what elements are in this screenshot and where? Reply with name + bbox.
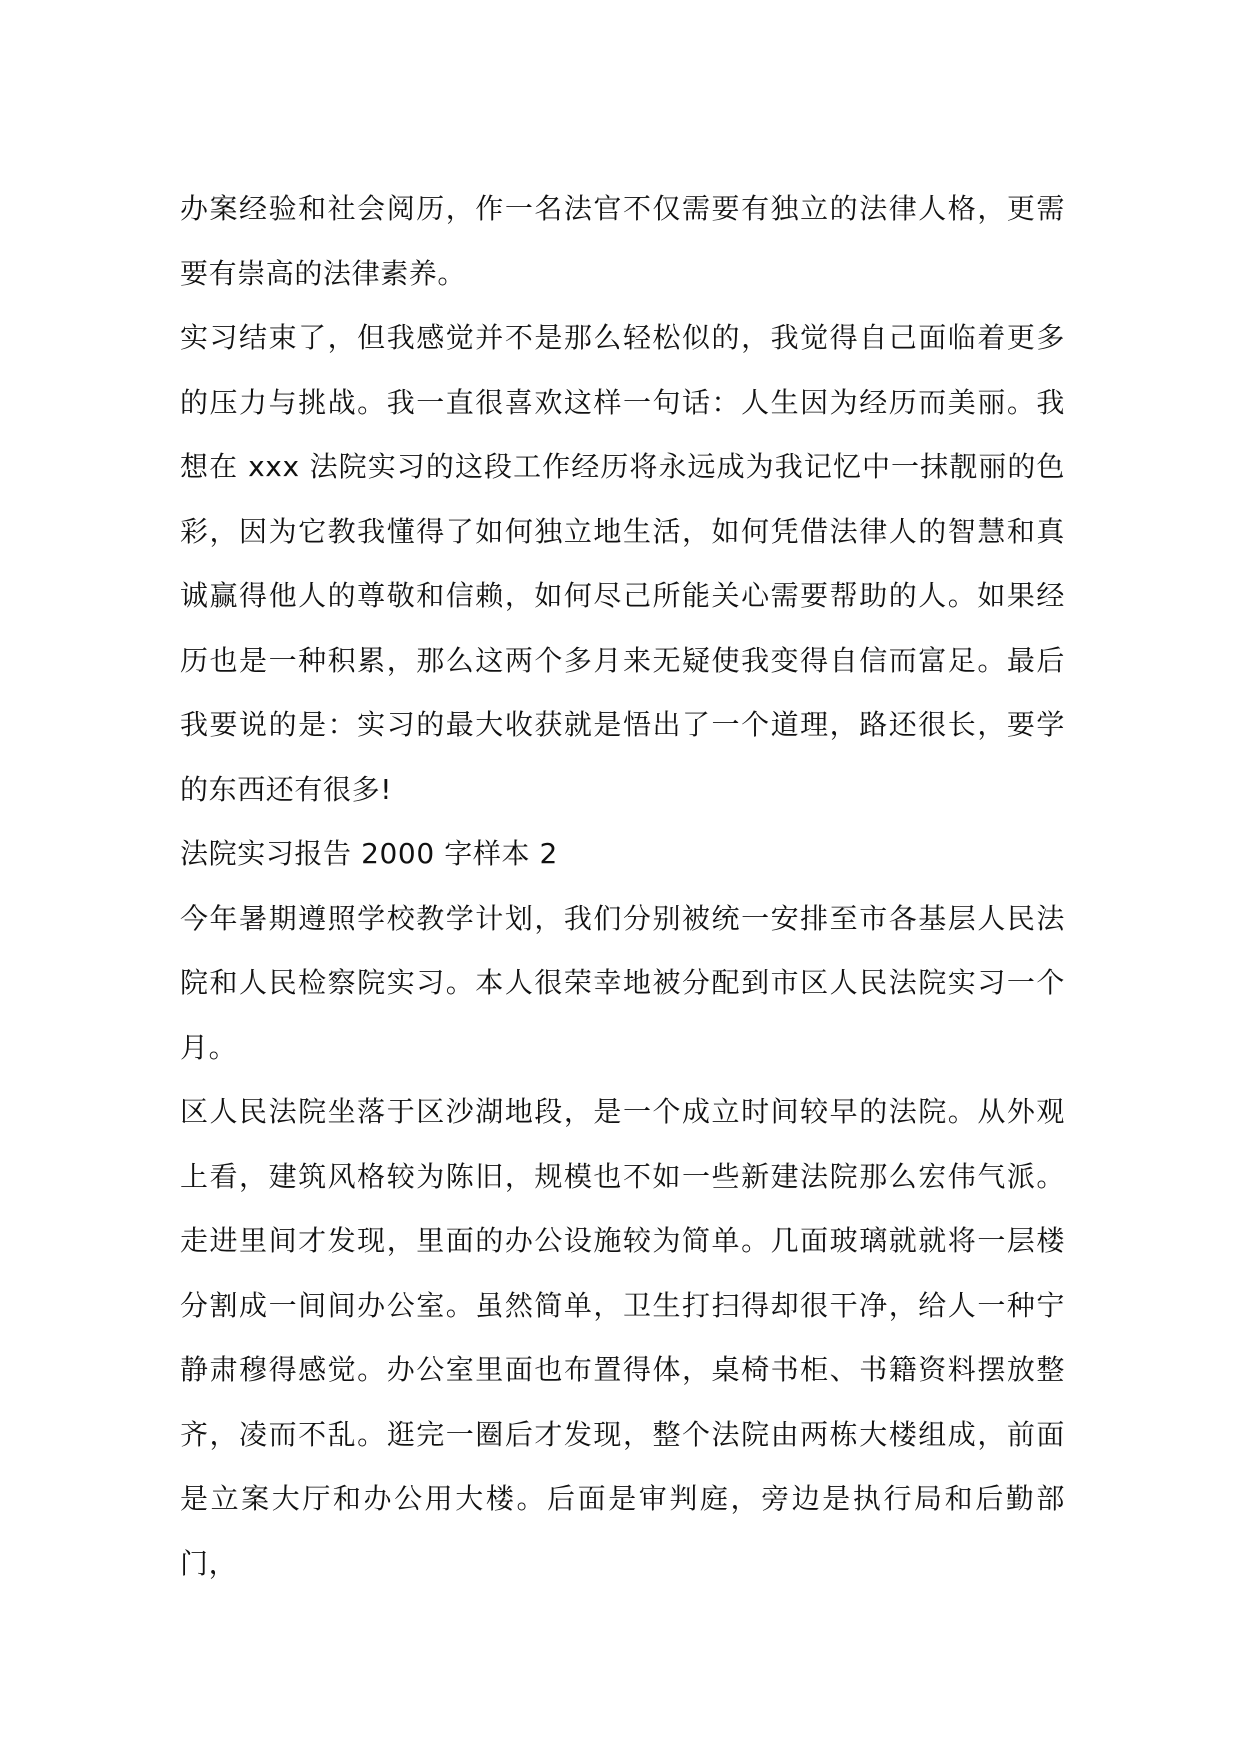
paragraph-internship-reflection: 实习结束了，但我感觉并不是那么轻松似的，我觉得自己面临着更多的压力与挑战。我一直很喜欢这样一句话：人生因为经历而美丽。我想在 xxx 法院实习的这段工作经历将永远成为我记忆中一抹靓丽的色彩，因为它教我懂得了如何独立地生活，如何凭借法律人的智慧和真诚赢得他人的尊敬和信赖，如何尽己所能关心需要帮助的人。如果经历也是一种积累，那么这两个多月来无疑使我变得自信而富足。最后我要说的是：实习的最大收获就是悟出了一个道理，路还很长，要学的东西还有很多! [180,321,1065,806]
paragraph-internship-arrangement: 今年暑期遵照学校教学计划，我们分别被统一安排至市各基层人民法院和人民检察院实习。本人很荣幸地被分配到市区人民法院实习一个月。 [180,901,1065,1064]
document-body [180,177,1065,1596]
section-heading: 法院实习报告 2000 字样本 2 [180,837,558,870]
paragraph-continuation: 办案经验和社会阅历，作一名法官不仅需要有独立的法律人格，更需要有崇高的法律素养。 [180,192,1065,290]
paragraph-court-description: 区人民法院坐落于区沙湖地段，是一个成立时间较早的法院。从外观上看，建筑风格较为陈旧，规模也不如一些新建法院那么宏伟气派。走进里间才发现，里面的办公设施较为简单。几面玻璃就就将一层楼分割成一间间办公室。虽然简单，卫生打扫得却很干净，给人一种宁静肃穆得感觉。办公室里面也布置得体，桌椅书柜、书籍资料摆放整齐，凌而不乱。逛完一圈后才发现，整个法院由两栋大楼组成，前面是立案大厅和办公用大楼。后面是审判庭，旁边是执行局和后勤部门， [180,1095,1065,1580]
